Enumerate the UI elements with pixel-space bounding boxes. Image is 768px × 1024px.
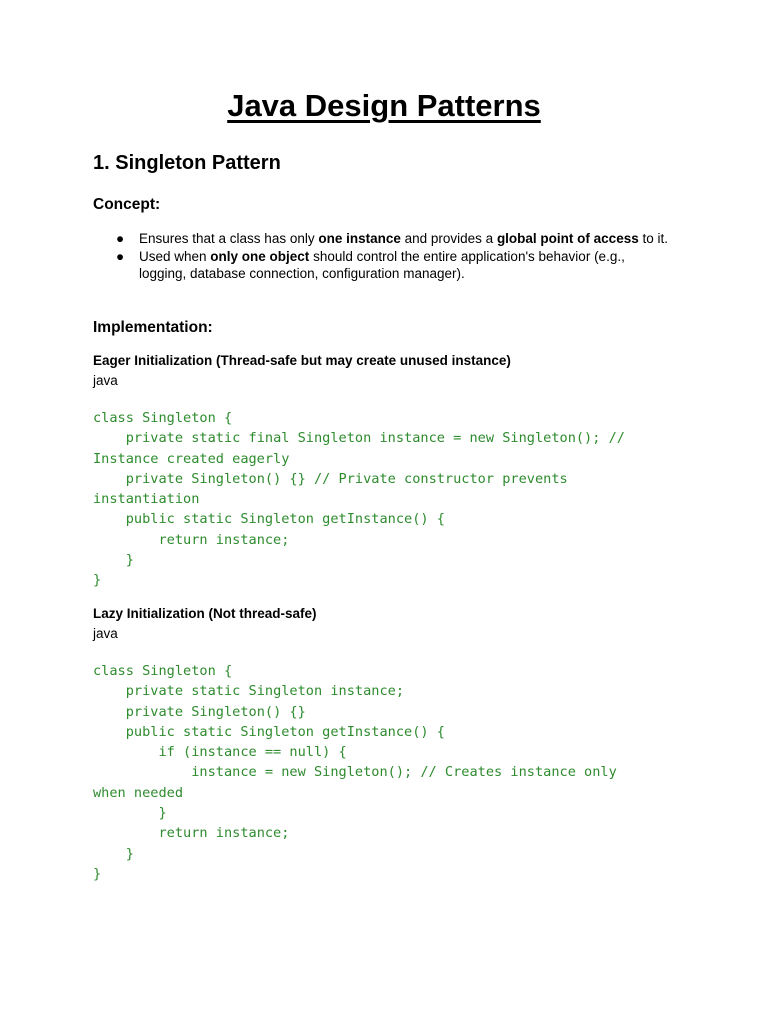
bullet-text: and provides a xyxy=(400,231,497,246)
bullet-marker: ● xyxy=(116,231,125,246)
bullet-emphasis-text: one instance xyxy=(318,231,401,246)
concept-bullet-item xyxy=(93,248,673,283)
lazy-initialization-heading: Lazy Initialization (Not thread-safe) xyxy=(93,606,317,621)
concept-bullet-item xyxy=(93,230,673,248)
bullet-emphasis-text: global point of access xyxy=(496,231,639,246)
section-heading: 1. Singleton Pattern xyxy=(93,152,281,174)
concept-bullet-list xyxy=(93,230,673,283)
bullet-text: Used when xyxy=(139,248,211,264)
document-title: Java Design Patterns xyxy=(227,88,541,123)
eager-initialization-heading: Eager Initialization (Thread-safe but may create unused instance) xyxy=(93,353,511,368)
implementation-heading: Implementation: xyxy=(93,319,213,336)
bullet-text: should control the entire application's behavior (e.g., logging, database connection, configuration manager). xyxy=(139,248,625,281)
eager-code-block: class Singleton { private static final Singleton instance = new Singleton(); // Instance created eagerly private Singleton() {} // Private constructor prevents instantiation public static Singleton getInstance() { return instance; } } xyxy=(93,410,625,589)
bullet-text: Ensures that a class has only xyxy=(139,231,319,246)
concept-heading: Concept: xyxy=(93,196,161,213)
bullet-text: to it. xyxy=(638,231,668,246)
bullet-emphasis-text: only one object xyxy=(210,248,310,264)
lazy-code-language-label: java xyxy=(93,626,118,641)
bullet-marker: ● xyxy=(116,248,125,264)
lazy-code-block: class Singleton { private static Singleton instance; private Singleton() {} public static Singleton getInstance() { if (instance == null) { instance = new Singleton(); // Creates instance only when needed } return instance; } } xyxy=(93,663,617,882)
eager-code-language-label: java xyxy=(93,373,118,388)
